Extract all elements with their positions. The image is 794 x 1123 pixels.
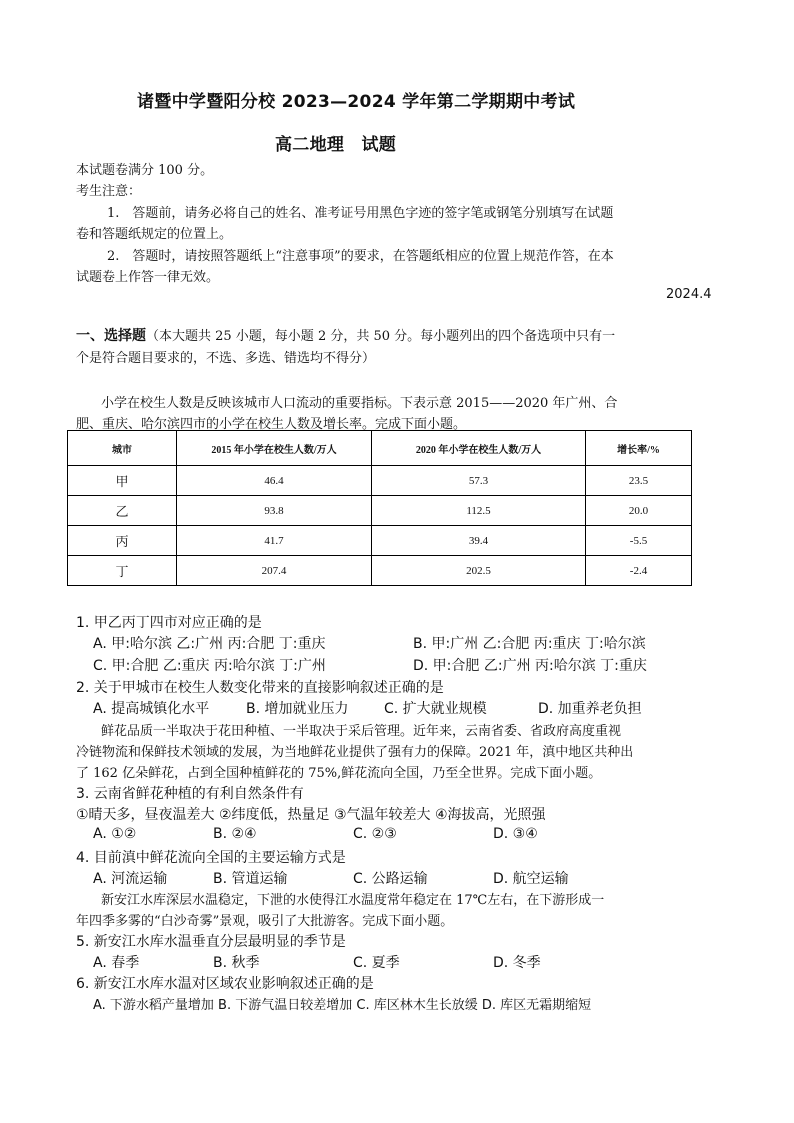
table-row — [68, 496, 692, 526]
intro2-line2: 冷链物流和保鲜技术领域的发展，为当地鲜花业提供了强有力的保障。2021 年，滇中地区共种出 — [76, 745, 634, 760]
q4-option-a: A. 河流运输 — [93, 871, 168, 887]
q3-stem: 3. 云南省鲜花种植的有利自然条件有 — [76, 786, 304, 802]
cell-growth: -5.5 — [586, 526, 692, 556]
q5-option-b: B. 秋季 — [213, 955, 260, 971]
cell-2015: 41.7 — [177, 526, 372, 556]
intro2-line1: 鲜花品质一半取决于花田种植、一半取决于采后管理。近年来，云南省委、省政府高度重视 — [101, 724, 622, 739]
cell-2020: 39.4 — [372, 526, 586, 556]
exam-date: 2024.4 — [666, 287, 712, 302]
cell-2020: 112.5 — [372, 496, 586, 526]
q1-option-d: D. 甲:合肥 乙:广州 丙:哈尔滨 丁:重庆 — [413, 658, 647, 674]
q6-options: A. 下游水稻产量增加 B. 下游气温日较差增加 C. 库区林木生长放缓 D. 库区无霜期缩短 — [93, 998, 592, 1013]
q3-option-c: C. ②③ — [353, 826, 397, 842]
q5-option-d: D. 冬季 — [493, 955, 541, 971]
cell-city: 丁 — [68, 556, 177, 586]
q1-option-c: C. 甲:合肥 乙:重庆 丙:哈尔滨 丁:广州 — [93, 658, 326, 674]
notice-item-1-cont: 卷和答题纸规定的位置上。 — [76, 227, 233, 242]
cell-city: 甲 — [68, 466, 177, 496]
cell-city: 乙 — [68, 496, 177, 526]
q5-option-c: C. 夏季 — [353, 955, 400, 971]
exam-subtitle: 高二地理 试题 — [275, 135, 397, 155]
q4-option-b: B. 管道运输 — [213, 871, 288, 887]
table-row — [68, 466, 692, 496]
cell-2020: 202.5 — [372, 556, 586, 586]
header-growth: 增长率/% — [586, 431, 692, 466]
q4-stem: 4. 目前滇中鲜花流向全国的主要运输方式是 — [76, 850, 346, 866]
header-2015: 2015 年小学在校生人数/万人 — [177, 431, 372, 466]
exam-title: 诸暨中学暨阳分校 2023—2024 学年第二学期期中考试 — [137, 92, 576, 112]
section-desc-cont: 个是符合题目要求的，不选、多选、错选均不得分） — [76, 351, 376, 366]
q3-option-a: A. ①② — [93, 826, 137, 842]
table-header-row — [68, 431, 692, 466]
cell-growth: 20.0 — [586, 496, 692, 526]
intro2-line3: 了 162 亿朵鲜花，占到全国种植鲜花的 75%,鲜花流向全国，乃至全世界。完成下面小题。 — [76, 766, 602, 781]
notice-item-1: 1. 答题前，请务必将自己的姓名、准考证号用黑色字迹的签字笔或钢笔分别填写在试题 — [107, 206, 614, 221]
intro3-line1: 新安江水库深层水温稳定，下泄的水使得江水温度常年稳定在 17℃左右，在下游形成一 — [101, 893, 605, 908]
intro3-line2: 年四季多雾的“白沙奇雾”景观，吸引了大批游客。完成下面小题。 — [76, 914, 454, 929]
table-row — [68, 556, 692, 586]
q4-option-c: C. 公路运输 — [353, 871, 428, 887]
cell-2015: 46.4 — [177, 466, 372, 496]
student-count-table — [67, 430, 692, 586]
q1-option-a: A. 甲:哈尔滨 乙:广州 丙:合肥 丁:重庆 — [93, 636, 326, 652]
cell-2015: 207.4 — [177, 556, 372, 586]
header-city: 城市 — [68, 431, 177, 466]
notice-item-2: 2. 答题时，请按照答题纸上“注意事项”的要求，在答题纸相应的位置上规范作答，在本 — [107, 249, 614, 264]
q1-stem: 1. 甲乙丙丁四市对应正确的是 — [76, 615, 262, 631]
q3-option-d: D. ③④ — [493, 826, 538, 842]
q6-stem: 6. 新安江水库水温对区域农业影响叙述正确的是 — [76, 976, 374, 992]
table-row — [68, 526, 692, 556]
attention-label: 考生注意： — [76, 184, 142, 199]
intro1-line2: 肥、重庆、哈尔滨四市的小学在校生人数及增长率。完成下面小题。 — [76, 417, 467, 432]
q2-option-b: B. 增加就业压力 — [246, 701, 349, 717]
q2-stem: 2. 关于甲城市在校生人数变化带来的直接影响叙述正确的是 — [76, 680, 444, 696]
cell-growth: -2.4 — [586, 556, 692, 586]
q2-option-a: A. 提高城镇化水平 — [93, 701, 210, 717]
header-2020: 2020 年小学在校生人数/万人 — [372, 431, 586, 466]
intro1-line1: 小学在校生人数是反映该城市人口流动的重要指标。下表示意 2015——2020 年广州、合 — [101, 396, 618, 411]
section-desc: （本大题共 25 小题，每小题 2 分，共 50 分。每小题列出的四个备选项中只有一 — [146, 329, 616, 344]
q2-option-c: C. 扩大就业规模 — [384, 701, 487, 717]
cell-city: 丙 — [68, 526, 177, 556]
q5-option-a: A. 春季 — [93, 955, 140, 971]
notice-item-2-cont: 试题卷上作答一律无效。 — [76, 270, 220, 285]
cell-2020: 57.3 — [372, 466, 586, 496]
cell-growth: 23.5 — [586, 466, 692, 496]
section-heading-row — [76, 325, 615, 345]
q3-option-b: B. ②④ — [213, 826, 257, 842]
q4-option-d: D. 航空运输 — [493, 871, 569, 887]
cell-2015: 93.8 — [177, 496, 372, 526]
q2-option-d: D. 加重养老负担 — [538, 701, 642, 717]
section-heading: 一、选择题 — [76, 328, 146, 344]
q1-option-b: B. 甲:广州 乙:合肥 丙:重庆 丁:哈尔滨 — [413, 636, 646, 652]
q3-conditions: ①晴天多，昼夜温差大 ②纬度低，热量足 ③气温年较差大 ④海拔高，光照强 — [76, 807, 546, 823]
q5-stem: 5. 新安江水库水温垂直分层最明显的季节是 — [76, 934, 346, 950]
full-score-note: 本试题卷满分 100 分。 — [76, 163, 214, 178]
